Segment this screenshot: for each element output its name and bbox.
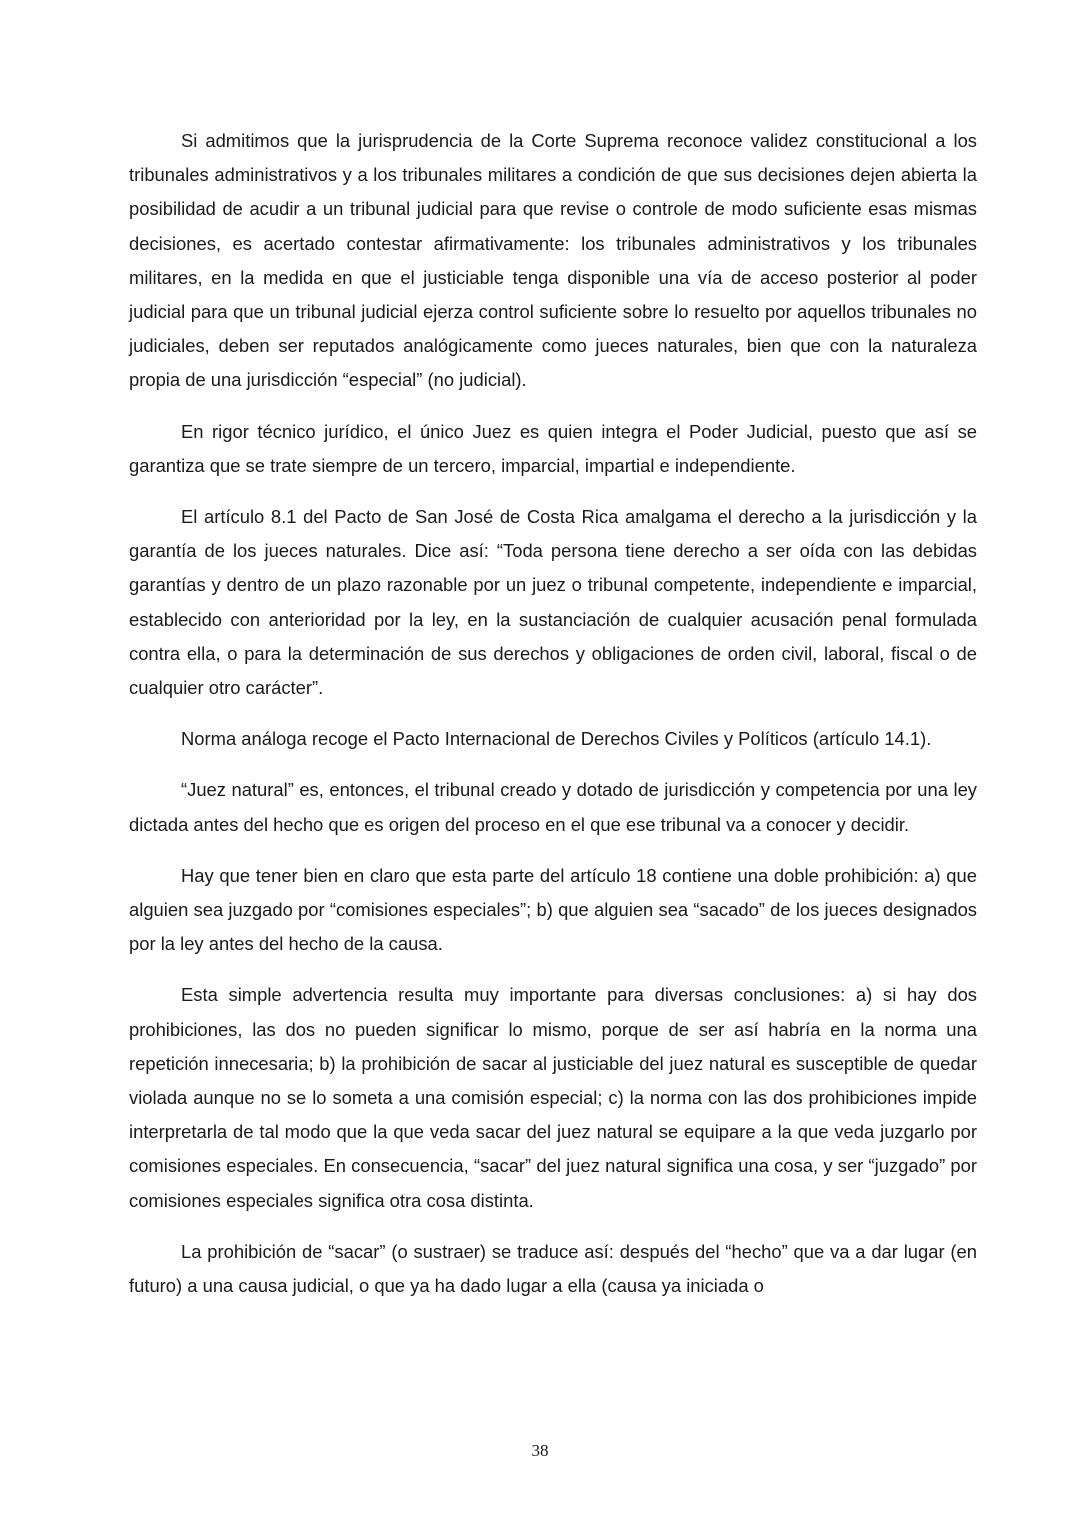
paragraph-1: Si admitimos que la jurisprudencia de la Corte Suprema reconoce validez constitucional a los tribunales administrativos y a los tribunales militares a condición de que sus decisiones dejen abierta la posibilidad de acudir a un tribunal judicial para que revise o controle de modo suficiente esas mismas decisiones, es acertado contestar afirmativamente: los tribunales administrativos y los tribunales militares, en la medida en que el justiciable tenga disponible una vía de acceso posterior al poder judicial para que un tribunal judicial ejerza control suficiente sobre lo resuelto por aquellos tribunales no judiciales, deben ser reputados analógicamente como jueces naturales, bien que con la naturaleza propia de una jurisdicción “especial” (no judicial). xyxy=(129,130,977,391)
paragraph-4: Norma análoga recoge el Pacto Internacional de Derechos Civiles y Políticos (artículo 14.1). xyxy=(181,728,932,750)
paragraph-7: Esta simple advertencia resulta muy importante para diversas conclusiones: a) si hay dos prohibiciones, las dos no pueden significar lo mismo, porque de ser así habría en la norma una repetición innecesaria; b) la prohibición de sacar al justiciable del juez natural es susceptible de quedar violada aunque no se lo someta a una comisión especial; c) la norma con las dos prohibiciones impide interpretarla de tal modo que la que veda sacar del juez natural se equipare a la que veda juzgarlo por comisiones especiales. En consecuencia, “sacar” del juez natural significa una cosa, y ser “juzgado” por comisiones especiales significa otra cosa distinta. xyxy=(129,984,977,1211)
paragraph-8: La prohibición de “sacar” (o sustraer) se traduce así: después del “hecho” que va a dar lugar (en futuro) a una causa judicial, o que ya ha dado lugar a ella (causa ya iniciada o xyxy=(129,1240,977,1297)
page-number: 38 xyxy=(531,1441,549,1460)
paragraph-2: En rigor técnico jurídico, el único Juez es quien integra el Poder Judicial, puesto que así se garantiza que se trate siempre de un tercero, imparcial, impartial e independiente. xyxy=(129,420,977,476)
paragraph-5: “Juez natural” es, entonces, el tribunal creado y dotado de jurisdicción y competencia por una ley dictada antes del hecho que es origen del proceso en el que ese tribunal va a conocer y decidir. xyxy=(129,779,977,835)
paragraph-6: Hay que tener bien en claro que esta parte del artículo 18 contiene una doble prohibición: a) que alguien sea juzgado por “comisiones especiales”; b) que alguien sea “sacado” de los jueces designados por la ley antes del hecho de la causa. xyxy=(129,864,977,955)
paragraph-3: El artículo 8.1 del Pacto de San José de Costa Rica amalgama el derecho a la jurisdicción y la garantía de los jueces naturales. Dice así: “Toda persona tiene derecho a ser oída con las debidas garantías y dentro de un plazo razonable por un juez o tribunal competente, independiente e imparcial, establecido con anterioridad por la ley, en la sustanciación de cualquier acusación penal formulada contra ella, o para la determinación de sus derechos y obligaciones de orden civil, laboral, fiscal o de cualquier otro carácter”. xyxy=(129,506,977,699)
text-body xyxy=(129,124,977,1303)
